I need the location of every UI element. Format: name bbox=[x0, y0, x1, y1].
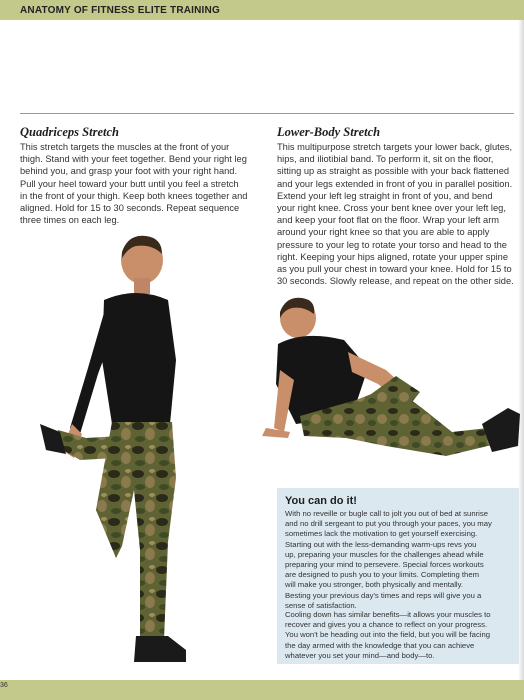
lower-body-stretch-text bbox=[277, 141, 521, 287]
text-line: 30 seconds. Slowly release, and repeat on the other side. bbox=[277, 276, 514, 287]
text-line: and keep your foot flat on the floor. Wrap your left arm bbox=[277, 215, 500, 226]
page-number: 36 bbox=[0, 682, 8, 689]
quadriceps-stretch-photo bbox=[36, 228, 206, 670]
text-line: will make you stronger, both physically and mentally. bbox=[285, 580, 464, 590]
text-line: pressure to your leg to rotate your torso and head to the bbox=[277, 239, 507, 250]
text-line: in the front of your thigh. Keep both knees together and bbox=[20, 190, 248, 201]
text-line: Cooling down has similar benefits—it allows your muscles to bbox=[285, 610, 491, 619]
section-divider bbox=[20, 113, 514, 114]
footer-band bbox=[0, 680, 524, 700]
text-line: sitting up as straight as possible with your back flattened bbox=[277, 166, 510, 177]
text-line: behind you, and grasp your foot with your right hand. bbox=[20, 166, 238, 177]
quadriceps-stretch-title: Quadriceps Stretch bbox=[20, 125, 119, 139]
text-line: up, preparing your muscles for the challenges ahead while bbox=[285, 549, 484, 559]
text-line: recover and gives you a chance to reflect on your progress. bbox=[285, 620, 488, 630]
quadriceps-stretch-text bbox=[20, 141, 260, 226]
text-line: You won't be heading out into the field, but you will be facing bbox=[285, 630, 491, 640]
tip-paragraph-1 bbox=[285, 509, 515, 611]
text-line: Extend your left leg straight in front of you, and bend bbox=[277, 190, 493, 201]
text-line: Besting your previous day's times and reps will give you a bbox=[285, 590, 482, 600]
motivation-tip-box bbox=[277, 488, 519, 664]
text-line: and no drill sergeant to put you through your paces, you may bbox=[285, 519, 492, 529]
text-line: as you pull your chest in toward your knee. Hold for 15 to bbox=[277, 264, 512, 275]
lower-body-stretch-photo bbox=[256, 296, 522, 476]
text-line: right. Keeping your hips aligned, rotate your upper spine bbox=[277, 251, 509, 262]
text-line: around your right knee so that you are able to apply bbox=[277, 227, 490, 238]
text-line: and your legs extended in front of you in parallel position. bbox=[277, 178, 513, 189]
running-header: ANATOMY OF FITNESS ELITE TRAINING bbox=[20, 5, 220, 16]
tip-paragraph-2 bbox=[285, 610, 515, 661]
text-line: This stretch targets the muscles at the front of your bbox=[20, 142, 230, 152]
text-line: Pull your heel toward your butt until you feel a stretch bbox=[20, 178, 239, 189]
tip-title: You can do it! bbox=[285, 495, 357, 507]
text-line: aligned. Hold for 15 to 30 seconds. Repeat sequence bbox=[20, 203, 240, 214]
lower-body-stretch-title: Lower-Body Stretch bbox=[277, 125, 381, 139]
text-line: With no reveille or bugle call to jolt you out of bed at sunrise bbox=[285, 509, 488, 518]
text-line: whatever you set your mind—and body—to. bbox=[285, 650, 435, 660]
text-line: three times on each leg. bbox=[20, 215, 120, 226]
text-line: sometimes lack the motivation to get yourself exercising. bbox=[285, 529, 478, 539]
text-line: This multipurpose stretch targets your lower back, glutes, bbox=[277, 142, 513, 152]
text-line: are designed to push you to your limits. Completing them bbox=[285, 570, 479, 580]
text-line: your right knee. Cross your bent knee over your left leg, bbox=[277, 203, 506, 214]
text-line: preparing your mind to persevere. Special forces workouts bbox=[285, 560, 484, 570]
text-line: sense of satisfaction. bbox=[285, 600, 357, 610]
text-line: the day armed with the knowledge that you can achieve bbox=[285, 640, 475, 650]
text-line: hips, and iliotibial band. To perform it, sit on the floor, bbox=[277, 154, 494, 165]
text-line: Starting out with the less-demanding warm-ups revs you bbox=[285, 539, 477, 549]
text-line: thigh. Stand with your feet together. Bend your right leg bbox=[20, 154, 247, 165]
